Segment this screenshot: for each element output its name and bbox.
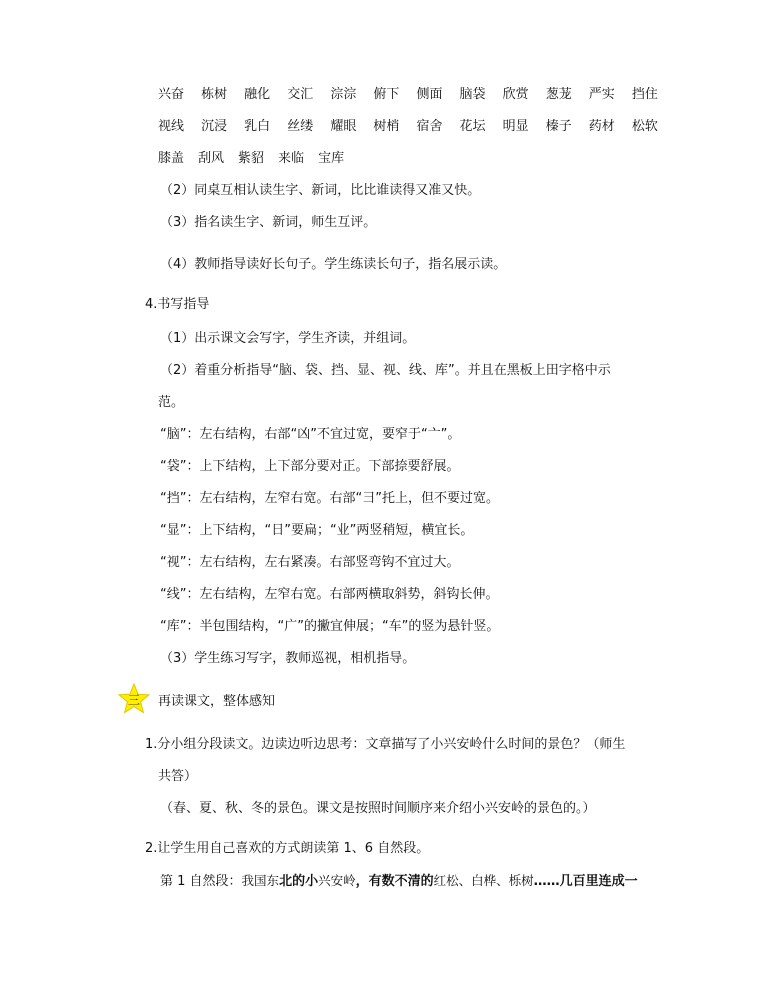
step-3: （3）指名读生字、新词，师生互评。 [160,215,377,230]
quote-text-4: ，有数不清的 [355,874,434,889]
vocab-word: 榛子 [545,119,572,134]
vocab-word: 视线 [158,119,185,134]
heading-writing-guide: 4.书写指导 [145,297,210,312]
vocab-word: 沉浸 [201,119,228,134]
quote-label: 第 1 自然段： [160,874,242,889]
paragraph-1-cont: 共答） [158,769,198,784]
vocab-word: 交汇 [287,87,314,102]
vocab-row-1 [158,86,658,104]
vocab-word: 挡住 [631,87,658,102]
vocab-word: 药材 [588,119,615,134]
char-note-xian: “显”：上下结构，“日”要扁；“业”两竖稍短，横宜长。 [160,523,474,538]
vocab-word: 花坛 [459,119,486,134]
char-note-dang: “挡”：左右结构，左窄右宽。右部“彐”托上，但不要过宽。 [160,491,499,506]
quote-text-6: ……几百里连成一 [533,874,638,889]
vocab-word: 来临 [278,151,305,166]
vocab-word: 紫貂 [238,151,265,166]
vocab-word: 宝库 [318,151,345,166]
step-4: （4）教师指导读好长句子。学生练读长句子，指名展示读。 [160,257,507,272]
vocab-word: 乳白 [244,119,271,134]
vocab-word: 丝缕 [287,119,314,134]
vocab-word: 融化 [244,87,271,102]
vocab-word: 欣赏 [502,87,529,102]
vocab-word: 葱茏 [545,87,572,102]
vocab-word: 兴奋 [158,87,185,102]
vocab-word: 淙淙 [330,87,357,102]
quote-text-3: 兴安岭 [318,873,356,888]
vocab-word: 刮风 [198,151,225,166]
vocab-word: 树梢 [373,119,400,134]
section-number-badge [118,683,150,715]
vocab-word: 脑袋 [459,87,486,102]
vocab-word: 耀眼 [330,119,357,134]
vocab-word: 松软 [631,119,658,134]
vocab-word: 侧面 [416,87,443,102]
section-number: 三 [127,693,140,707]
paragraph-1-quote [160,872,638,891]
char-note-dai: “袋”：上下结构，上下部分要对正。下部捺要舒展。 [160,459,460,474]
vocab-row-3 [158,150,358,168]
paragraph-1: 1.分小组分段读文。边读边听边思考：文章描写了小兴安岭什么时间的景色？（师生 [145,737,626,752]
vocab-word: 明显 [502,119,529,134]
char-note-xian2: “线”：左右结构，左窄右宽。右部两横取斜势，斜钩长伸。 [160,587,499,602]
vocab-word: 严实 [588,87,615,102]
vocab-word: 俯下 [373,87,400,102]
quote-text-5: 红松、白桦、栎树 [433,873,534,888]
quote-text-1: 我国东 [241,873,280,888]
vocab-word: 栋树 [201,87,228,102]
writing-step-2: （2）着重分析指导“脑、袋、挡、显、视、线、库”。并且在黑板上田字格中示 [160,363,611,378]
paragraph-1-answer: （春、夏、秋、冬的景色。课文是按照时间顺序来介绍小兴安岭的景色的。） [160,801,596,816]
paragraph-2: 2.让学生用自己喜欢的方式朗读第 1、6 自然段。 [145,841,430,856]
vocab-word: 宿舍 [416,119,443,134]
section-title: 再读课文，整体感知 [158,694,276,709]
writing-step-1: （1）出示课文会写字，学生齐读，并组词。 [160,331,416,346]
char-note-shi: “视”：左右结构，左右紧凑。右部竖弯钩不宜过大。 [160,555,460,570]
char-note-ku: “库”：半包围结构，“广”的撇宜伸展；“车”的竖为悬针竖。 [160,619,500,634]
writing-step-2-cont: 范。 [158,395,185,410]
vocab-word: 膝盖 [158,151,185,166]
quote-text-2: 北的小 [279,874,319,889]
writing-step-3: （3）学生练习写字，教师巡视，相机指导。 [160,651,416,666]
step-2: （2）同桌互相认读生字、新词，比比谁读得又准又快。 [160,183,481,198]
vocab-row-2 [158,118,658,136]
char-note-nao: “脑”：左右结构，右部“凶”不宜过宽，要窄于“亠”。 [160,427,461,442]
